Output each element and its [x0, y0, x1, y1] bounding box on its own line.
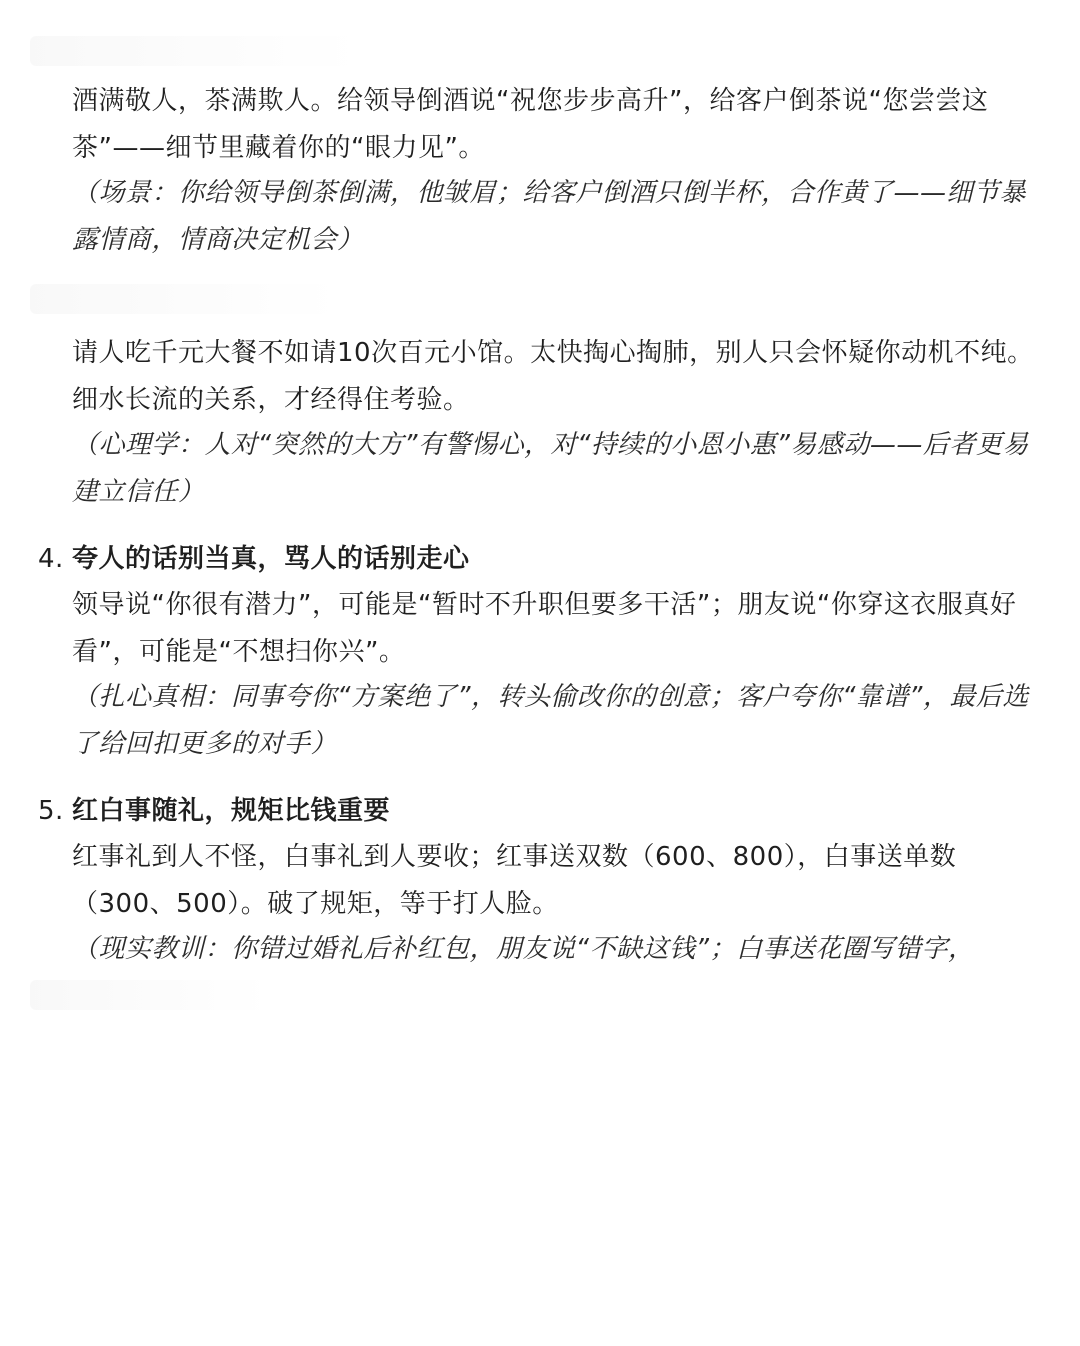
section-2-note: （心理学：人对“突然的大方”有警惕心，对“持续的小恩小惠”易感动——后者更易建立信任） — [72, 430, 1029, 507]
section-5-note: （现实教训：你错过婚礼后补红包，朋友说“不缺这钱”；白事送花圈写错字， — [72, 934, 975, 964]
section-4-note: （扎心真相：同事夸你“方案绝了”，转头偷改你的创意；客户夸你“靠谱”，最后选了给回扣更多的对手） — [72, 682, 1029, 759]
section-1-body: 酒满敬人，茶满欺人。给领导倒酒说“祝您步步高升”，给客户倒茶说“您尝尝这茶”——细节里藏着你的“眼力见”。 — [72, 86, 989, 163]
section-1-note: （场景：你给领导倒茶倒满，他皱眉；给客户倒酒只倒半杯，合作黄了——细节暴露情商，情商决定机会） — [72, 178, 1027, 255]
faded-heading-placeholder — [30, 284, 340, 314]
section-5-number: 5. — [38, 796, 64, 826]
section-4-number: 4. — [38, 544, 64, 574]
section-5-body: 红事礼到人不怪，白事礼到人要收；红事送双数（600、800），白事送单数（300、500）。破了规矩，等于打人脸。 — [72, 842, 957, 919]
section-2-body: 请人吃千元大餐不如请10次百元小馆。太快掏心掏肺，别人只会怀疑你动机不纯。细水长流的关系，才经得住考验。 — [72, 338, 1034, 415]
section-4-title: 夸人的话别当真，骂人的话别走心 — [72, 544, 470, 574]
faded-heading-placeholder — [30, 36, 360, 66]
faded-text-placeholder — [30, 980, 270, 1010]
section-5-title: 红白事随礼，规矩比钱重要 — [72, 796, 391, 826]
section-4-heading — [38, 536, 1038, 583]
section-4-body: 领导说“你很有潜力”，可能是“暂时不升职但要多干活”；朋友说“你穿这衣服真好看”，可能是“不想扫你兴”。 — [72, 590, 1017, 667]
section-5-heading — [38, 788, 1038, 835]
